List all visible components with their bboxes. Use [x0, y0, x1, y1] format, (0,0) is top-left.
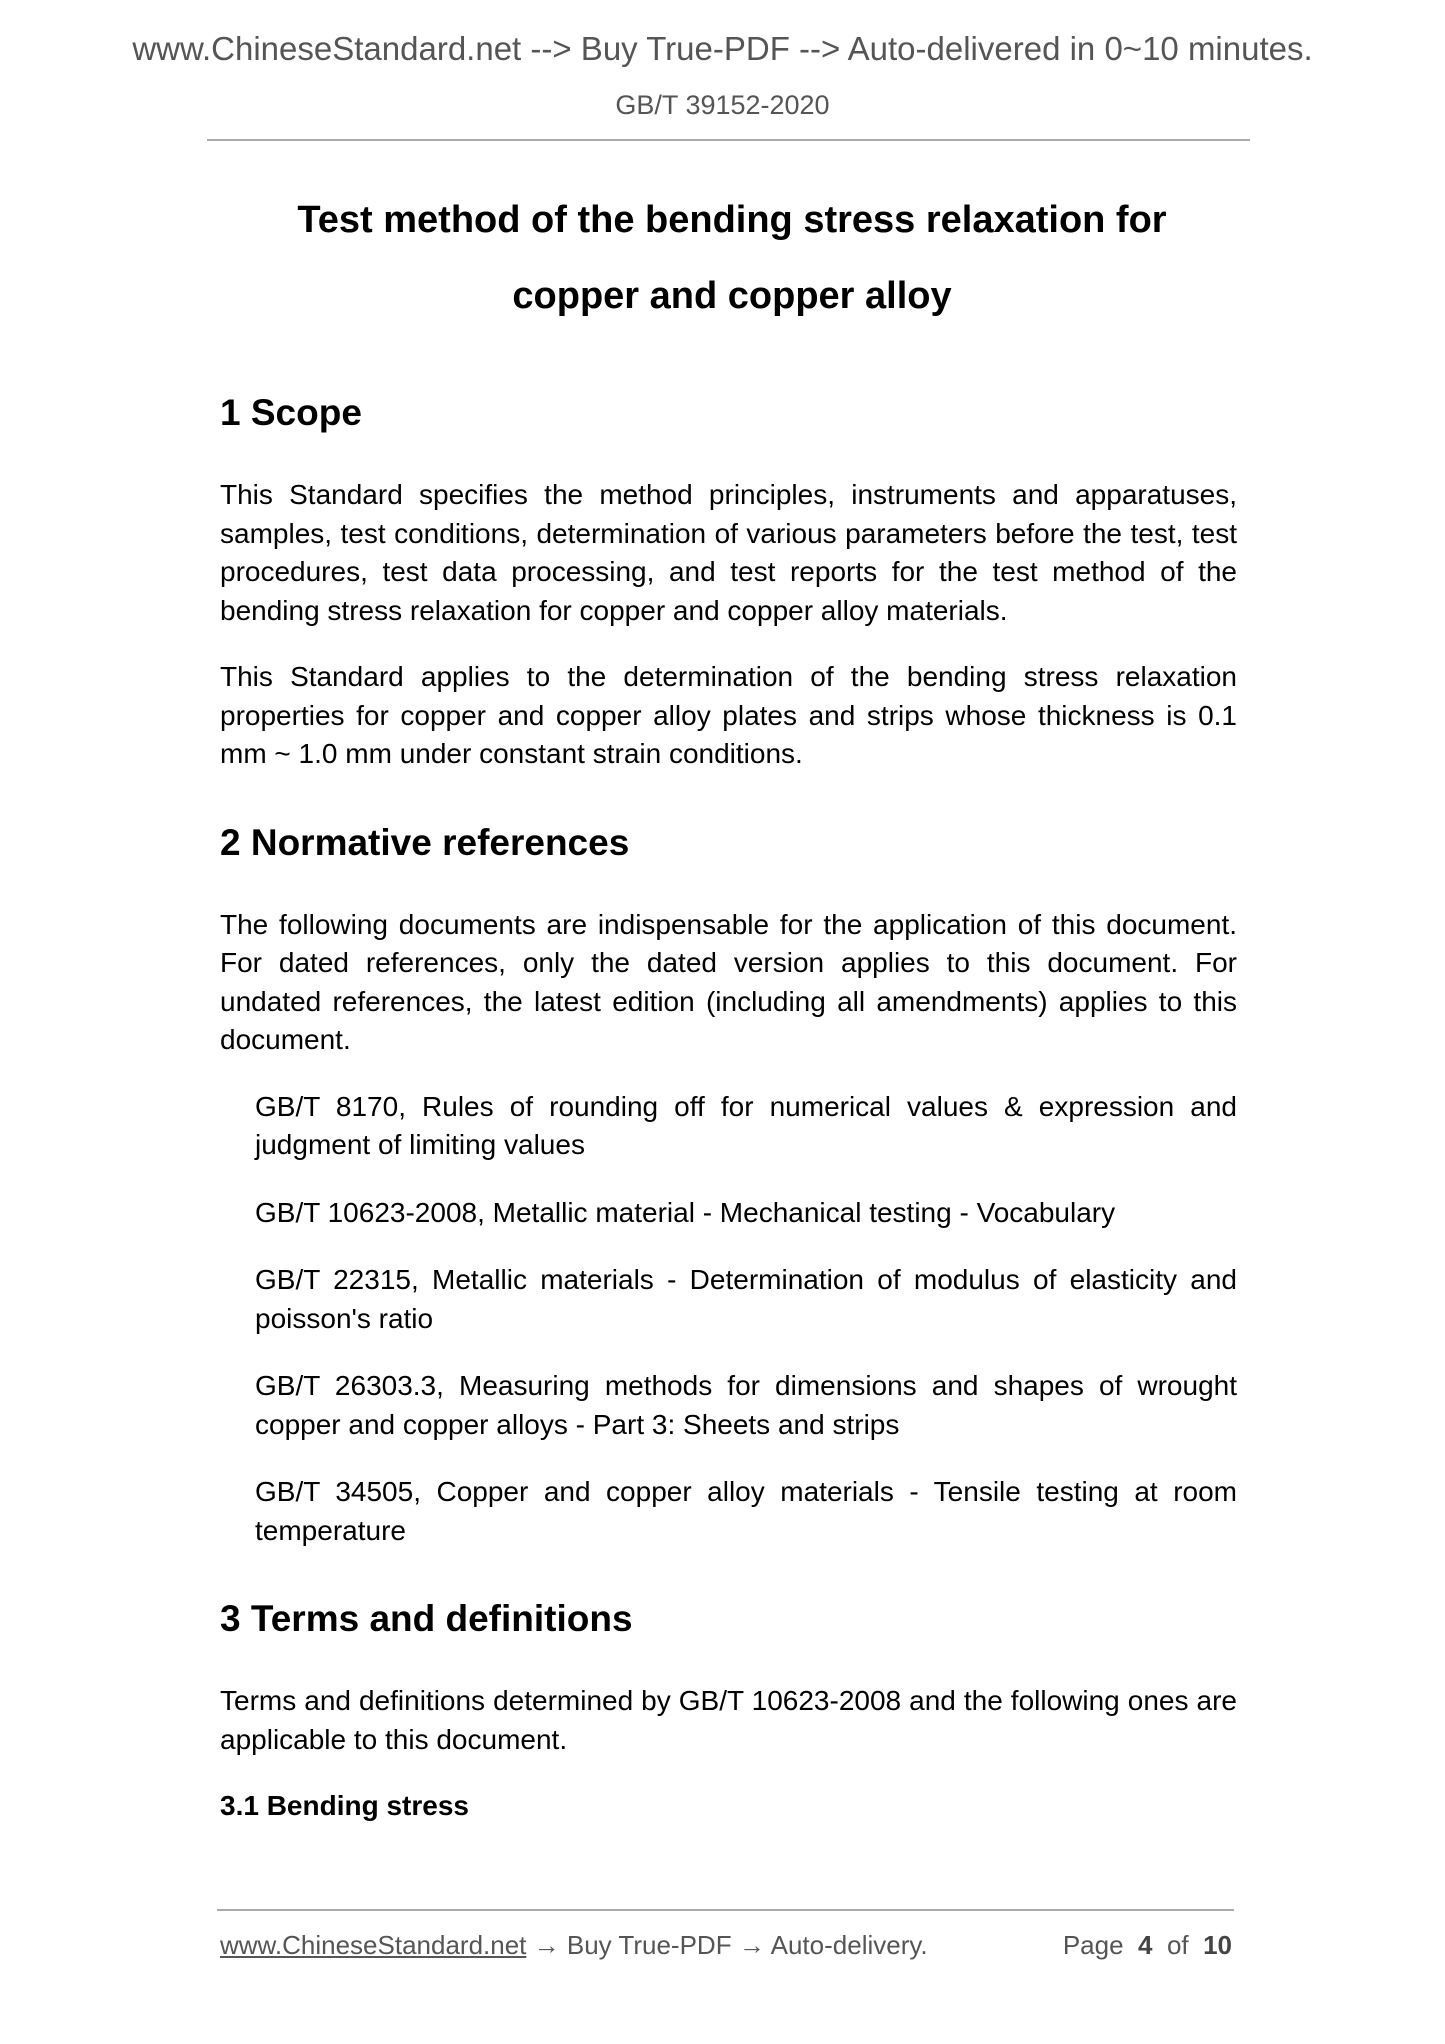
footer-divider — [217, 1909, 1234, 1911]
terms-intro: Terms and definitions determined by GB/T 10623-2008 and the following ones are applicable to this document. — [220, 1685, 1237, 1755]
document-body — [220, 390, 1237, 1825]
footer-left — [220, 1930, 928, 1961]
page-label: Page — [1062, 1930, 1124, 1960]
document-title — [220, 182, 1244, 334]
header-divider — [207, 139, 1250, 141]
page-total: 10 — [1203, 1930, 1232, 1960]
page-indicator — [1063, 1930, 1232, 1961]
arrow-right-icon: → — [738, 1930, 765, 1960]
reference-item: GB/T 8170, Rules of rounding off for numerical values & expression and judgment of limiting values — [255, 1090, 1237, 1160]
section-normative-references — [220, 820, 1237, 1551]
scope-paragraph-1: This Standard specifies the method principles, instruments and apparatuses, samples, test conditions, determination of various parameters before the test, test procedures, test data processing, and test reports for the test method of the bending stress relaxation for copper and copper alloy materials. — [220, 479, 1237, 626]
section-heading-scope: 1 Scope — [220, 392, 362, 433]
section-heading-normative-references: 2 Normative references — [220, 821, 630, 863]
arrow-right-icon: → — [533, 1930, 560, 1960]
footer-delivery-text: Auto-delivery. — [770, 1930, 928, 1960]
section-terms-definitions — [220, 1596, 1237, 1825]
standard-code: GB/T 39152-2020 — [615, 90, 830, 120]
reference-list — [255, 1088, 1237, 1551]
reference-item: GB/T 10623-2008, Metallic material - Mechanical testing - Vocabulary — [255, 1196, 1116, 1228]
footer-buy-text: Buy True-PDF — [566, 1930, 732, 1960]
title-line-2: copper and copper alloy — [512, 275, 952, 317]
page-number: 4 — [1138, 1930, 1153, 1960]
footer-site-link[interactable]: www.ChineseStandard.net — [220, 1930, 527, 1960]
site-banner: www.ChineseStandard.net --> Buy True-PDF --> Auto-delivered in 0~10 minutes. — [132, 30, 1313, 67]
reference-item: GB/T 22315, Metallic materials - Determination of modulus of elasticity and poisson's ratio — [255, 1264, 1237, 1334]
of-label: of — [1166, 1930, 1189, 1960]
scope-paragraph-2: This Standard applies to the determination of the bending stress relaxation properties for copper and copper alloy plates and strips whose thickness is 0.1 mm ~ 1.0 mm under constant strain conditions. — [220, 661, 1237, 769]
references-intro: The following documents are indispensable for the application of this document. For dated references, only the dated version applies to this document. For undated references, the latest edition (including all amendments) applies to this document. — [220, 908, 1237, 1055]
section-heading-terms: 3 Terms and definitions — [220, 1598, 633, 1639]
reference-item: GB/T 26303.3, Measuring methods for dimensions and shapes of wrought copper and copper alloys - Part 3: Sheets and strips — [255, 1370, 1237, 1440]
reference-item: GB/T 34505, Copper and copper alloy materials - Tensile testing at room temperature — [255, 1476, 1237, 1546]
subsection-heading-bending-stress: 3.1 Bending stress — [220, 1790, 469, 1821]
section-scope — [220, 390, 1237, 774]
title-line-1: Test method of the bending stress relaxation for — [297, 199, 1167, 241]
